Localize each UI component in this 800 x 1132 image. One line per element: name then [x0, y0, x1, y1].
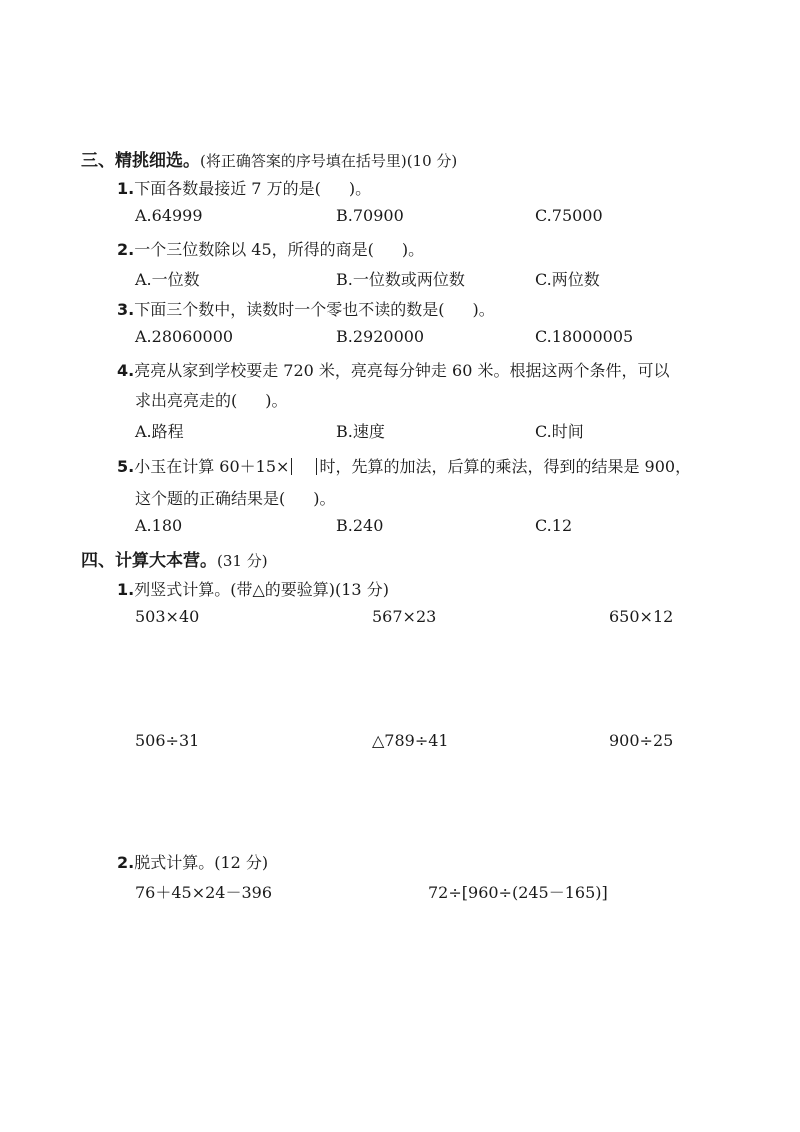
option-b: B.2920000 — [336, 327, 425, 346]
option-a: A.64999 — [135, 206, 203, 225]
section-3-title: 三、精挑细选。 — [81, 151, 200, 171]
part-title: 列竖式计算。(带△的要验算)(13 分) — [134, 580, 389, 599]
option-c: C.时间 — [535, 422, 584, 441]
part-number: 1. — [117, 580, 135, 599]
question-text: 一个三位数除以 45，所得的商是( — [134, 240, 374, 259]
part-1-heading — [117, 577, 389, 600]
blank-box[interactable] — [291, 458, 317, 475]
vertical-calc-item-with-check: △789÷41 — [372, 731, 449, 750]
question-4 — [117, 358, 669, 381]
part-number: 2. — [117, 853, 135, 872]
question-text-end: )。 — [313, 489, 336, 508]
question-number: 1. — [117, 179, 135, 198]
option-c: C.75000 — [535, 206, 603, 225]
section-3-note: (将正确答案的序号填在括号里)(10 分) — [200, 152, 458, 170]
option-a: A.一位数 — [135, 270, 200, 289]
question-number: 3. — [117, 300, 135, 319]
vertical-calc-item: 650×12 — [609, 607, 674, 626]
option-c: C.18000005 — [535, 327, 634, 346]
question-text-end: )。 — [348, 179, 372, 198]
question-text-end: )。 — [472, 300, 495, 319]
vertical-calc-item: 506÷31 — [135, 731, 200, 750]
question-number: 5. — [117, 457, 135, 476]
question-1 — [117, 176, 371, 199]
question-text: 下面三个数中，读数时一个零也不读的数是( — [134, 300, 445, 319]
option-a: A.28060000 — [135, 327, 234, 346]
part-2-heading — [117, 850, 268, 873]
section-3-heading — [81, 146, 457, 171]
question-text-end: )。 — [401, 240, 425, 259]
option-a: A.路程 — [135, 422, 184, 441]
section-4-note: (31 分) — [217, 552, 268, 570]
vertical-calc-item: 900÷25 — [609, 731, 674, 750]
question-text: 求出亮亮走的( — [135, 391, 238, 410]
option-b: B.240 — [336, 516, 384, 535]
option-c: C.两位数 — [535, 270, 600, 289]
question-number: 2. — [117, 240, 135, 259]
question-3 — [117, 297, 495, 320]
option-a: A.180 — [135, 516, 183, 535]
section-4-heading — [81, 546, 268, 571]
stepwise-calc-item: 72÷[960÷(245－165)] — [428, 883, 608, 902]
option-b: B.70900 — [336, 206, 404, 225]
option-b: B.速度 — [336, 422, 385, 441]
option-b: B.一位数或两位数 — [336, 270, 465, 289]
question-text-cont: 时，先算的加法，后算的乘法，得到的结果是 900， — [319, 457, 692, 476]
question-4-line-2 — [135, 388, 288, 411]
stepwise-calc-item: 76＋45×24－396 — [135, 883, 273, 902]
question-text: 亮亮从家到学校要走 720 米，亮亮每分钟走 60 米。根据这两个条件，可以 — [134, 361, 670, 380]
question-text: 下面各数最接近 7 万的是( — [134, 179, 321, 198]
question-5 — [117, 454, 691, 477]
question-5-line-2 — [135, 486, 336, 509]
vertical-calc-item: 503×40 — [135, 607, 200, 626]
question-number: 4. — [117, 361, 135, 380]
option-c: C.12 — [535, 516, 573, 535]
vertical-calc-item: 567×23 — [372, 607, 437, 626]
part-title: 脱式计算。(12 分) — [134, 853, 269, 872]
question-text: 这个题的正确结果是( — [135, 489, 286, 508]
question-text: 小玉在计算 60＋15× — [134, 457, 290, 476]
question-2 — [117, 237, 424, 260]
question-text-end: )。 — [265, 391, 288, 410]
section-4-title: 四、计算大本营。 — [81, 551, 217, 571]
